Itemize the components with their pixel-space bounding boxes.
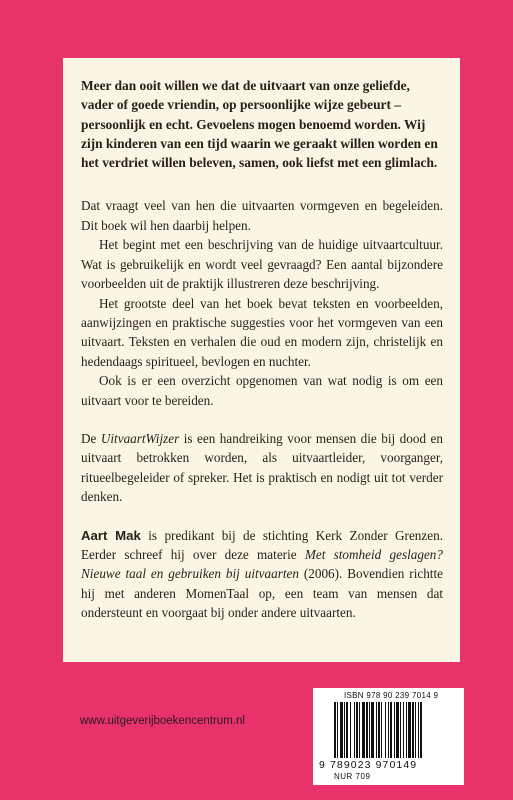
book-title: UitvaartWijzer — [100, 430, 180, 446]
paragraph-3: Het grootste deel van het boek bevat teksten en voorbeelden, aanwijzingen en praktische suggesties voor het vormgeven van een uitvaart. Teksten en verhalen die oud en modern zijn, christelijk en hedendaags spiritueel, bevlogen en nuchter. — [81, 295, 443, 369]
author-bio — [81, 526, 443, 623]
intro-paragraph: Meer dan ooit willen we dat de uitvaart van onze geliefde, vader of goede vriendin, op persoonlijke wijze gebeurt – persoonlijk en echt. Gevoelens mogen benoemd worden. Wij zijn kinderen van een tijd waarin we geraakt willen worden en het verdriet willen beleven, samen, ook liefst met een glimlach. — [81, 78, 438, 171]
nur-code: NUR 709 — [334, 772, 371, 781]
author-name: Aart Mak — [81, 527, 141, 543]
barcode-icon — [334, 702, 458, 758]
publisher-website: www.uitgeverijboekencentrum.nl — [80, 715, 245, 727]
earlier-book-title: Met stomheid geslagen? Nieuwe taal en gebruiken bij uitvaarten — [81, 546, 443, 582]
body-text — [81, 196, 443, 622]
paragraph-5 — [81, 429, 443, 507]
paragraph-4: Ook is er een overzicht opgenomen van wat nodig is om een uitvaart voor te bereiden. — [81, 373, 443, 408]
paragraph-1: Dat vraagt veel van hen die uitvaarten vormgeven en begeleiden. Dit boek wil hen daarbij helpen. — [81, 198, 443, 233]
p5-post: is een handreiking voor mensen die bij dood en uitvaart betrokken worden, als uitvaartleider, voorganger, ritueelbegeleider of spreker. Het is praktisch en nodigt uit tot verder denken. — [81, 430, 443, 505]
author-bio-1: is predikant bij de stichting Kerk Zonder Grenzen. Eerder schreef hij over deze materie — [81, 527, 443, 562]
paragraph-2: Het begint met een beschrijving van de huidige uitvaartcultuur. Wat is gebruikelijk en wordt veel gevraagd? Een aantal bijzondere voorbeelden uit de praktijk illustreren deze beschrijving. — [81, 237, 443, 292]
author-bio-2: (2006). Bovendien richtte hij met anderen MomenTaal op, een team van mensen dat ondersteunt en voorgaat bij onder andere uitvaarten. — [81, 566, 443, 621]
p5-pre: De — [81, 430, 101, 446]
back-cover-text-panel — [63, 58, 460, 662]
isbn-label: ISBN 978 90 239 7014 9 — [344, 691, 439, 700]
isbn-digits: 9 789023 970149 — [319, 759, 418, 771]
